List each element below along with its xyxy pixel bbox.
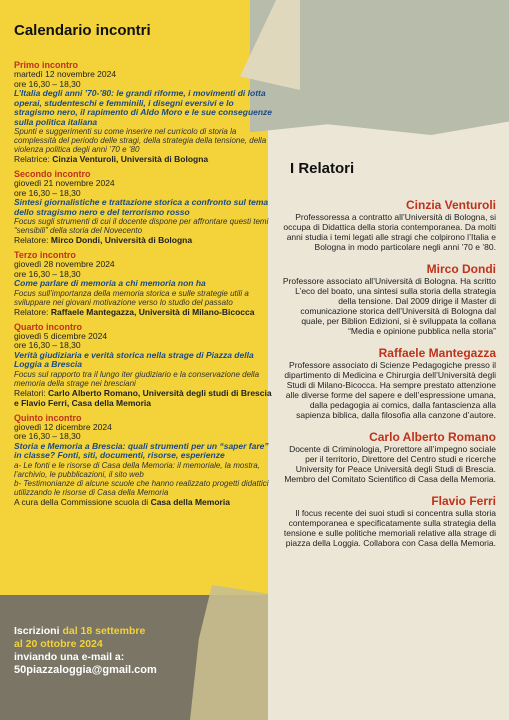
event-description: Focus sull’importanza della memoria storica e sulle strategie utili a sviluppare nei giovani motivazione verso lo studio del passato	[14, 288, 249, 307]
speaker-name: Flavio Ferri	[431, 494, 496, 508]
registration-start: dal 18 settembre	[62, 625, 146, 637]
speaker-label: Relatore:	[14, 235, 49, 245]
registration-label: Iscrizioni	[14, 625, 60, 637]
event-date: giovedì 21 novembre 2024	[14, 178, 115, 188]
event-speaker	[14, 307, 276, 317]
event-time: ore 16,30 – 18,30	[14, 78, 81, 89]
event-topic: Verità giudiziaria e verità storica nella strage di Piazza della Loggia a Brescia	[14, 349, 254, 369]
event-1	[14, 60, 276, 164]
event-heading: Quinto incontro	[14, 412, 82, 423]
speaker-bio: Docente di Criminologia, Prorettore all’impegno sociale per il territorio, Direttore del Centro studi e ricerche University for Peace Università degli Studi di Brescia. Membro del Comitato Scientifico di Casa della Memoria.	[284, 444, 496, 484]
speaker-label: Relatrice:	[14, 154, 50, 164]
speaker-name: Carlo Alberto Romano, Università degli studi di Brescia e Flavio Ferri, Casa della Memoria	[14, 387, 272, 408]
speaker-bio: Il focus recente dei suoi studi si concentra sulla storia contemporanea e specificatamente sulla strategia della tensione e sulle politiche memoriali relative alla strage di piazza della Loggia. Collabora con Casa della Memoria.	[283, 508, 496, 548]
event-heading: Secondo incontro	[14, 169, 91, 179]
speaker-name: Cinzia Venturoli, Università di Bologna	[52, 154, 209, 164]
registration-line-1	[14, 625, 214, 638]
event-4	[14, 322, 276, 408]
speaker-bio: Professore associato di Scienze Pedagogiche presso il dipartimento di Medicina e Chirurgia dell’Università degli Studi di Milano-Bicocca. Ha sempre prestato attenzione alle diverse forme del sapere e dell’espressione umana, dalla pedagogia ai comics, dalla fantascienza alla sapienza biblica, dalla filosofia alla canzone d’autore.	[284, 360, 496, 420]
event-topic: Come parlare di memoria a chi memoria non ha	[14, 278, 206, 288]
registration-end: al 20 ottobre 2024	[14, 638, 103, 650]
speakers-title: I Relatori	[290, 160, 355, 177]
event-heading: Primo incontro	[14, 60, 79, 70]
event-topic: Sintesi giornalistiche e trattazione storica a confronto sul tema dello stragismo nero e del terrorismo rosso	[14, 197, 269, 217]
event-5	[14, 413, 276, 507]
speakers-list	[282, 198, 496, 558]
speaker-name: Casa della Memoria	[150, 496, 230, 507]
event-time: ore 16,30 – 18,30	[14, 340, 81, 350]
registration-email[interactable]: 50piazzaloggia@gmail.com	[14, 664, 157, 676]
event-speaker	[14, 388, 276, 408]
speaker-card	[282, 494, 496, 548]
event-topic: L’Italia degli anni ’70-’80: le grandi riforme, i movimenti di lotta operai, studenteschi e femminili, i disegni eversivi e lo stragismo nero, il rapimento di Aldo Moro e le sue conseguenze sulla politica italiana	[14, 88, 273, 127]
registration-instruction: inviando una e-mail a:	[14, 651, 125, 663]
speaker-card	[282, 346, 496, 420]
event-speaker	[14, 235, 276, 245]
event-date: giovedì 12 dicembre 2024	[14, 421, 112, 432]
event-2	[14, 169, 276, 245]
speaker-bio: Professoressa a contratto all’Università di Bologna, si occupa di Didattica della storia contemporanea. Da molti anni studia i temi legati alle stragi che colpirono l’Italia e Bologna in modo particolare negli anni ’70 e ’80.	[283, 212, 496, 252]
speaker-label: Relatori:	[14, 387, 46, 398]
events-list	[14, 60, 276, 512]
speaker-bio: Professore associato all’Università di Bologna. Ha scritto L’eco del boato, una sintesi sulla storia della strategia della tensione. Dal 2009 dirige il Master di comunicazione storica dell’Università di Bologna dal quale, per Biblion Edizioni, si è sviluppata la collana “Media e opinione pubblica nella storia”	[282, 276, 496, 336]
event-date: giovedì 28 novembre 2024	[14, 259, 115, 269]
speaker-name: Raffaele Mantegazza	[378, 346, 496, 360]
event-time: ore 16,30 – 18,30	[14, 268, 81, 279]
event-description: a- Le fonti e le risorse di Casa della Memoria: il memoriale, la mostra, l’archivio, le pubblicazioni, il sito web b- Testimonianze di alcune scuole che hanno realizzato progetti didattici utilizzando le risorse di Casa della Memoria	[14, 460, 269, 497]
event-time: ore 16,30 – 18,30	[14, 431, 81, 441]
speaker-name: Mirco Dondi, Università di Bologna	[50, 235, 193, 245]
speaker-card	[282, 262, 496, 336]
event-heading: Quarto incontro	[14, 321, 82, 332]
speaker-label: A cura della Commissione scuola di	[14, 496, 149, 507]
event-description: Focus sul rapporto tra il lungo iter giudiziario e la conservazione della memoria della strage nei bresciani	[14, 369, 260, 388]
speaker-card	[282, 430, 496, 484]
event-topic: Storia e Memoria a Brescia: quali strumenti per un “saper fare” in classe? Fonti, siti, documenti, risorse, esperienze	[14, 440, 269, 460]
event-speaker	[14, 497, 276, 507]
event-description: Focus sugli strumenti di cui il docente dispone per affrontare questi temi “sensibili” della storia del Novecento	[14, 217, 269, 235]
event-3	[14, 250, 276, 317]
event-time: ore 16,30 – 18,30	[14, 187, 81, 198]
event-date: martedì 12 novembre 2024	[14, 69, 117, 79]
registration-info	[14, 625, 214, 677]
event-heading: Terzo incontro	[14, 250, 76, 260]
event-speaker	[14, 154, 276, 164]
event-description: Spunti e suggerimenti su come inserire nel curricolo di storia la complessità del periodo delle stragi, della strategia della tensione, della violenza politica degli anni ’70 e ’80	[14, 127, 267, 154]
speaker-name: Carlo Alberto Romano	[369, 430, 496, 444]
event-date: giovedì 5 dicembre 2024	[14, 330, 108, 341]
speaker-name: Mirco Dondi	[426, 262, 496, 276]
speaker-label: Relatore:	[14, 306, 49, 317]
speaker-card	[282, 198, 496, 252]
calendar-title: Calendario incontri	[14, 22, 151, 39]
speaker-name: Cinzia Venturoli	[405, 198, 496, 212]
speaker-name: Raffaele Mantegazza, Università di Milano-Bicocca	[50, 306, 255, 317]
